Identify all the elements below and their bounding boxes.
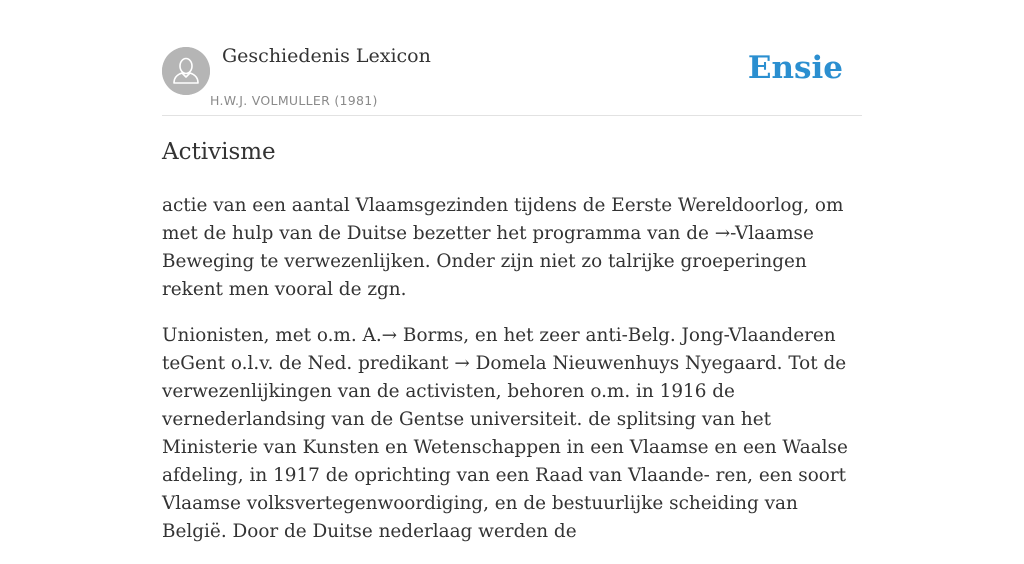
entry-body: [162, 192, 862, 564]
page-container: [162, 0, 862, 542]
entry-paragraph: Unionisten, met o.m. A.→ Borms, en het zeer anti-Belg. Jong-Vlaanderen teGent o.l.v. de Ned. predikant → Domela Nieuwenhuys Nyegaard. Tot de verwezenlijkingen van de activisten, behoren o.m. in 1916 de vernederlandsing van de Gentse universiteit. de splitsing van het Ministerie van Kunsten en Wetenschappen in een Vlaamse en een Waalse afdeling, in 1917 de oprichting van een Raad van Vlaande- ren, een soort Vlaamse volksvertegenwoordiging, en de bestuurlijke scheiding van België. Door de Duitse nederlaag werden de: [162, 325, 848, 542]
entry-title: Activisme: [162, 139, 276, 165]
brand-logo[interactable]: Ensie: [747, 50, 843, 86]
entry-paragraph: actie van een aantal Vlaamsgezinden tijdens de Eerste Wereldoorlog, om met de hulp van de Duitse bezetter het programma van de →-Vlaamse Beweging te verwezenlijken. Onder zijn niet zo talrijke groeperingen rekent men vooral de zgn.: [162, 195, 844, 300]
user-icon: [162, 47, 210, 95]
lexicon-title[interactable]: Geschiedenis Lexicon: [222, 45, 431, 67]
header: [162, 0, 862, 116]
avatar[interactable]: [162, 47, 210, 95]
author-label[interactable]: H.W.J. VOLMULLER (1981): [210, 93, 378, 108]
